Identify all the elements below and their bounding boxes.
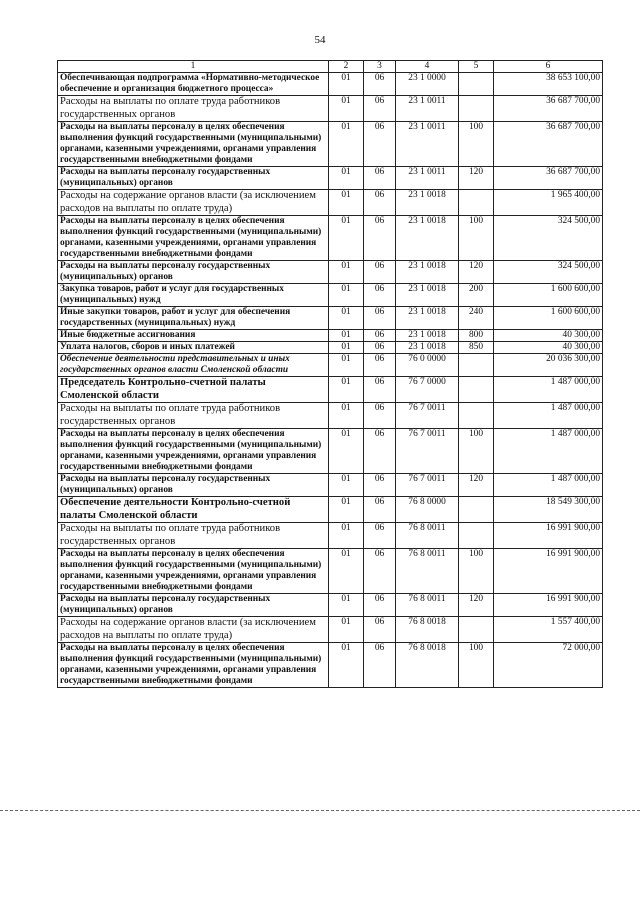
- header-col-1: 1: [58, 61, 329, 73]
- row-target-code: 23 1 0018: [396, 216, 459, 261]
- table-row: [58, 122, 603, 167]
- row-target-code: 76 8 0000: [396, 497, 459, 523]
- header-col-3: 3: [364, 61, 396, 73]
- row-section: 01: [329, 261, 364, 284]
- row-amount: 36 687 700,00: [494, 167, 603, 190]
- row-expense-type: 120: [459, 167, 494, 190]
- row-section: 01: [329, 594, 364, 617]
- row-target-code: 76 8 0018: [396, 643, 459, 688]
- row-amount: 1 487 000,00: [494, 429, 603, 474]
- row-subsection: 06: [364, 643, 396, 688]
- row-expense-type: [459, 354, 494, 377]
- page-number: 54: [314, 34, 326, 46]
- row-section: 01: [329, 549, 364, 594]
- row-expense-type: [459, 403, 494, 429]
- row-subsection: 06: [364, 429, 396, 474]
- row-expense-type: [459, 523, 494, 549]
- row-name: Расходы на выплаты персоналу государственных (муниципальных) органов: [58, 594, 329, 617]
- table-row: [58, 190, 603, 216]
- row-amount: 1 487 000,00: [494, 377, 603, 403]
- row-amount: 1 487 000,00: [494, 474, 603, 497]
- row-name: Расходы на выплаты персоналу в целях обеспечения выполнения функций государственными (муниципальными) органами, казенными учреждениями, органами управления государственными внебюджетными фондами: [58, 429, 329, 474]
- row-amount: 72 000,00: [494, 643, 603, 688]
- row-amount: 324 500,00: [494, 261, 603, 284]
- row-subsection: 06: [364, 497, 396, 523]
- row-name: Расходы на выплаты персоналу в целях обеспечения выполнения функций государственными (муниципальными) органами, казенными учреждениями, органами управления государственными внебюджетными фондами: [58, 122, 329, 167]
- row-expense-type: 100: [459, 122, 494, 167]
- row-target-code: 23 1 0018: [396, 330, 459, 342]
- row-name: Уплата налогов, сборов и иных платежей: [58, 342, 329, 354]
- row-subsection: 06: [364, 330, 396, 342]
- row-subsection: 06: [364, 403, 396, 429]
- row-target-code: 76 8 0018: [396, 617, 459, 643]
- row-name: Иные бюджетные ассигнования: [58, 330, 329, 342]
- row-section: 01: [329, 403, 364, 429]
- row-subsection: 06: [364, 617, 396, 643]
- row-target-code: 23 1 0018: [396, 261, 459, 284]
- row-subsection: 06: [364, 122, 396, 167]
- row-section: 01: [329, 122, 364, 167]
- table-row: [58, 523, 603, 549]
- row-subsection: 06: [364, 523, 396, 549]
- row-subsection: 06: [364, 474, 396, 497]
- row-amount: 40 300,00: [494, 330, 603, 342]
- row-subsection: 06: [364, 216, 396, 261]
- row-target-code: 76 7 0011: [396, 403, 459, 429]
- row-name: Расходы на выплаты по оплате труда работников государственных органов: [58, 403, 329, 429]
- header-col-4: 4: [396, 61, 459, 73]
- row-amount: 1 557 400,00: [494, 617, 603, 643]
- row-subsection: 06: [364, 354, 396, 377]
- row-name: Расходы на содержание органов власти (за исключением расходов на выплаты по оплате труда): [58, 617, 329, 643]
- row-amount: 1 487 000,00: [494, 403, 603, 429]
- row-amount: 1 600 600,00: [494, 307, 603, 330]
- row-section: 01: [329, 429, 364, 474]
- row-section: 01: [329, 167, 364, 190]
- row-section: 01: [329, 284, 364, 307]
- row-expense-type: [459, 73, 494, 96]
- row-expense-type: 100: [459, 643, 494, 688]
- header-col-5: 5: [459, 61, 494, 73]
- row-target-code: 76 7 0000: [396, 377, 459, 403]
- row-target-code: 23 1 0018: [396, 190, 459, 216]
- row-expense-type: 240: [459, 307, 494, 330]
- budget-table: [57, 60, 603, 688]
- row-name: Обеспечивающая подпрограмма «Нормативно-методическое обеспечение и организация бюджетного процесса»: [58, 73, 329, 96]
- table-row: [58, 497, 603, 523]
- row-subsection: 06: [364, 307, 396, 330]
- table-body: [58, 73, 603, 688]
- row-name: Расходы на выплаты по оплате труда работников государственных органов: [58, 96, 329, 122]
- row-name: Расходы на содержание органов власти (за исключением расходов на выплаты по оплате труда): [58, 190, 329, 216]
- table-row: [58, 377, 603, 403]
- row-name: Обеспечение деятельности представительных и иных государственных органов власти Смоленской области: [58, 354, 329, 377]
- row-amount: 36 687 700,00: [494, 122, 603, 167]
- row-subsection: 06: [364, 190, 396, 216]
- row-expense-type: 200: [459, 284, 494, 307]
- row-name: Расходы на выплаты персоналу в целях обеспечения выполнения функций государственными (муниципальными) органами, казенными учреждениями, органами управления государственными внебюджетными фондами: [58, 643, 329, 688]
- row-name: Расходы на выплаты персоналу государственных (муниципальных) органов: [58, 474, 329, 497]
- row-amount: 20 036 300,00: [494, 354, 603, 377]
- row-section: 01: [329, 354, 364, 377]
- table-row: [58, 96, 603, 122]
- row-subsection: 06: [364, 167, 396, 190]
- row-subsection: 06: [364, 549, 396, 594]
- row-section: 01: [329, 73, 364, 96]
- header-col-2: 2: [329, 61, 364, 73]
- table-row: [58, 403, 603, 429]
- row-target-code: 76 7 0011: [396, 474, 459, 497]
- row-expense-type: [459, 377, 494, 403]
- row-amount: 1 600 600,00: [494, 284, 603, 307]
- row-amount: 36 687 700,00: [494, 96, 603, 122]
- row-expense-type: 120: [459, 261, 494, 284]
- row-subsection: 06: [364, 73, 396, 96]
- row-expense-type: [459, 190, 494, 216]
- table-row: [58, 167, 603, 190]
- row-target-code: 23 1 0018: [396, 342, 459, 354]
- row-section: 01: [329, 497, 364, 523]
- row-target-code: 76 7 0011: [396, 429, 459, 474]
- row-expense-type: [459, 96, 494, 122]
- row-section: 01: [329, 643, 364, 688]
- table-row: [58, 474, 603, 497]
- row-target-code: 23 1 0018: [396, 284, 459, 307]
- row-amount: 16 991 900,00: [494, 549, 603, 594]
- row-name: Закупка товаров, работ и услуг для государственных (муниципальных) нужд: [58, 284, 329, 307]
- row-section: 01: [329, 474, 364, 497]
- row-subsection: 06: [364, 377, 396, 403]
- row-section: 01: [329, 190, 364, 216]
- row-subsection: 06: [364, 342, 396, 354]
- row-expense-type: 120: [459, 594, 494, 617]
- row-name: Расходы на выплаты персоналу государственных (муниципальных) органов: [58, 261, 329, 284]
- row-target-code: 23 1 0011: [396, 167, 459, 190]
- row-target-code: 23 1 0011: [396, 96, 459, 122]
- row-amount: 324 500,00: [494, 216, 603, 261]
- row-target-code: 23 1 0011: [396, 122, 459, 167]
- row-expense-type: 100: [459, 549, 494, 594]
- table-row: [58, 549, 603, 594]
- row-name: Расходы на выплаты персоналу в целях обеспечения выполнения функций государственными (муниципальными) органами, казенными учреждениями, органами управления государственными внебюджетными фондами: [58, 549, 329, 594]
- row-name: Обеспечение деятельности Контрольно-счетной палаты Смоленской области: [58, 497, 329, 523]
- row-subsection: 06: [364, 284, 396, 307]
- row-amount: 38 653 100,00: [494, 73, 603, 96]
- scan-cut-line: [0, 810, 640, 811]
- table-row: [58, 617, 603, 643]
- row-amount: 16 991 900,00: [494, 523, 603, 549]
- table-row: [58, 216, 603, 261]
- header-col-6: 6: [494, 61, 603, 73]
- table-row: [58, 73, 603, 96]
- row-subsection: 06: [364, 96, 396, 122]
- row-section: 01: [329, 307, 364, 330]
- table-row: [58, 429, 603, 474]
- row-amount: 16 991 900,00: [494, 594, 603, 617]
- row-section: 01: [329, 342, 364, 354]
- table-row: [58, 354, 603, 377]
- row-section: 01: [329, 330, 364, 342]
- row-target-code: 76 8 0011: [396, 523, 459, 549]
- row-target-code: 76 0 0000: [396, 354, 459, 377]
- table-header-row: [58, 61, 603, 73]
- row-expense-type: 100: [459, 429, 494, 474]
- table-row: [58, 330, 603, 342]
- table-row: [58, 261, 603, 284]
- row-name: Расходы на выплаты персоналу в целях обеспечения выполнения функций государственными (муниципальными) органами, казенными учреждениями, органами управления государственными внебюджетными фондами: [58, 216, 329, 261]
- row-target-code: 76 8 0011: [396, 594, 459, 617]
- table-row: [58, 594, 603, 617]
- row-target-code: 76 8 0011: [396, 549, 459, 594]
- row-name: Расходы на выплаты персоналу государственных (муниципальных) органов: [58, 167, 329, 190]
- row-name: Председатель Контрольно-счетной палаты Смоленской области: [58, 377, 329, 403]
- table-row: [58, 643, 603, 688]
- row-name: Расходы на выплаты по оплате труда работников государственных органов: [58, 523, 329, 549]
- row-section: 01: [329, 216, 364, 261]
- row-name: Иные закупки товаров, работ и услуг для обеспечения государственных (муниципальных) нужд: [58, 307, 329, 330]
- row-amount: 40 300,00: [494, 342, 603, 354]
- row-expense-type: 120: [459, 474, 494, 497]
- row-expense-type: 800: [459, 330, 494, 342]
- row-subsection: 06: [364, 594, 396, 617]
- row-subsection: 06: [364, 261, 396, 284]
- row-section: 01: [329, 523, 364, 549]
- row-target-code: 23 1 0000: [396, 73, 459, 96]
- row-expense-type: [459, 497, 494, 523]
- row-expense-type: 100: [459, 216, 494, 261]
- row-section: 01: [329, 377, 364, 403]
- row-target-code: 23 1 0018: [396, 307, 459, 330]
- row-expense-type: 850: [459, 342, 494, 354]
- row-section: 01: [329, 617, 364, 643]
- row-amount: 18 549 300,00: [494, 497, 603, 523]
- table-row: [58, 342, 603, 354]
- row-amount: 1 965 400,00: [494, 190, 603, 216]
- row-expense-type: [459, 617, 494, 643]
- table-row: [58, 307, 603, 330]
- row-section: 01: [329, 96, 364, 122]
- table-row: [58, 284, 603, 307]
